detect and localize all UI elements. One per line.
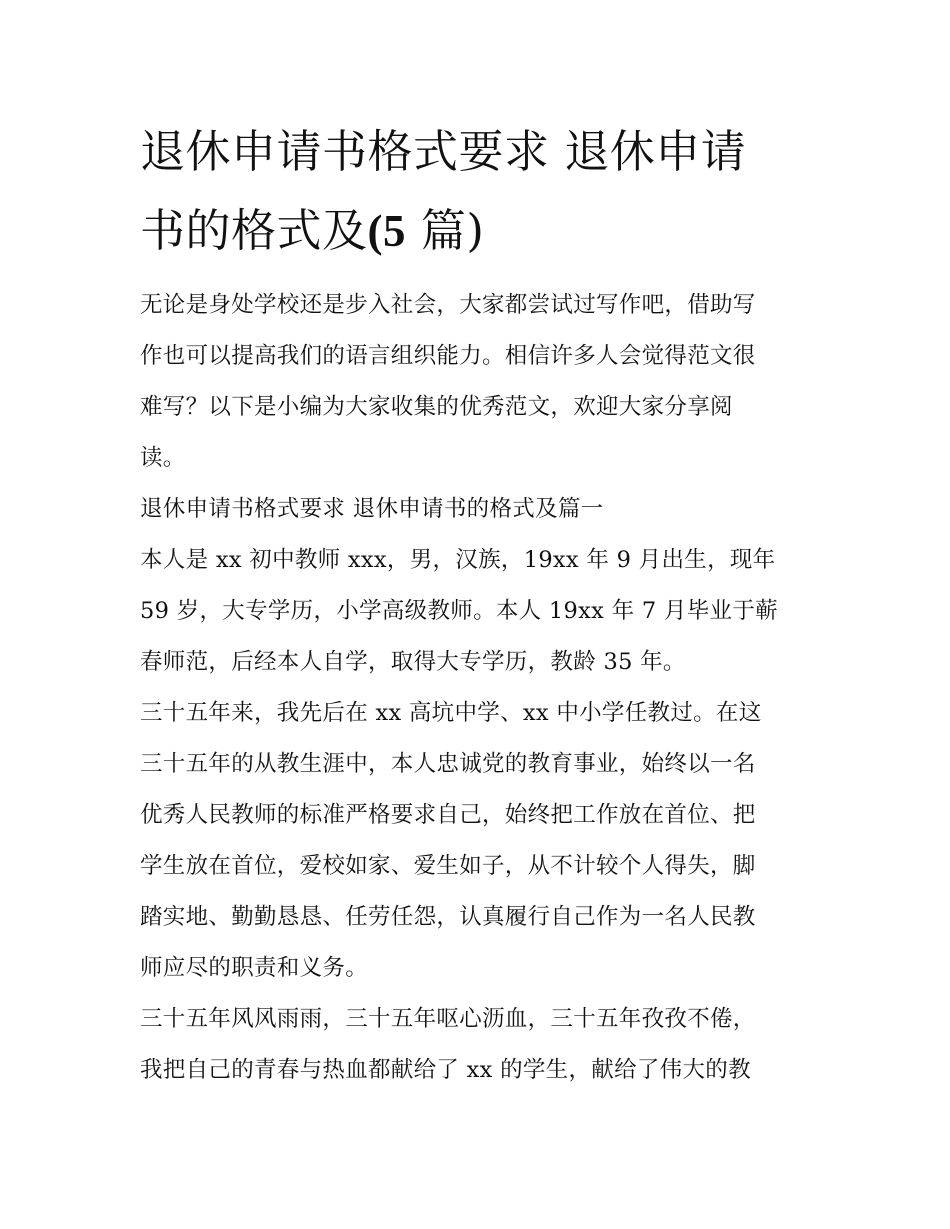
text-line: 难写？以下是小编为大家收集的优秀范文，欢迎大家分享阅 (140, 394, 733, 420)
text-line: 三十五年风风雨雨，三十五年呕心沥血，三十五年孜孜不倦， (140, 1006, 756, 1032)
intro-paragraph (140, 280, 820, 484)
text-line: 退休申请书格式要求 退休申请书的格式及篇一 (140, 496, 604, 522)
body-paragraph (140, 688, 820, 994)
text-line: 春师范，后经本人自学，取得大专学历，教龄 35 年。 (140, 649, 686, 675)
title-line-2-suffix: 篇) (406, 204, 485, 257)
title-line-2-prefix: 书的格式及 (140, 204, 368, 257)
document-page (140, 112, 820, 1096)
text-line: 59 岁，大专学历，小学高级教师。本人 19xx 年 7 月毕业于蕲 (140, 598, 778, 624)
title-line-2-bold: (5 (367, 206, 407, 256)
text-line: 三十五年的从教生涯中，本人忠诚党的教育事业，始终以一名 (140, 751, 756, 777)
title-line-1: 退休申请书格式要求 退休申请 (140, 125, 747, 178)
text-line: 无论是身处学校还是步入社会，大家都尝试过写作吧，借助写 (140, 292, 756, 318)
text-line: 读。 (140, 445, 186, 471)
text-line: 三十五年来，我先后在 xx 高坑中学、xx 中小学任教过。在这 (140, 700, 762, 726)
body-paragraph (140, 535, 820, 688)
document-title (140, 112, 820, 271)
text-line: 作也可以提高我们的语言组织能力。相信许多人会觉得范文很 (140, 343, 756, 369)
body-paragraph (140, 994, 820, 1096)
text-line: 学生放在首位，爱校如家、爱生如子，从不计较个人得失，脚 (140, 853, 756, 879)
text-line: 我把自己的青春与热血都献给了 xx 的学生，献给了伟大的教 (140, 1057, 751, 1083)
text-line: 师应尽的职责和义务。 (140, 955, 369, 981)
text-line: 本人是 xx 初中教师 xxx，男，汉族，19xx 年 9 月出生，现年 (140, 547, 776, 573)
text-line: 优秀人民教师的标准严格要求自己，始终把工作放在首位、把 (140, 802, 756, 828)
section-heading (140, 484, 820, 535)
text-line: 踏实地、勤勤恳恳、任劳任怨，认真履行自己作为一名人民教 (140, 904, 756, 930)
